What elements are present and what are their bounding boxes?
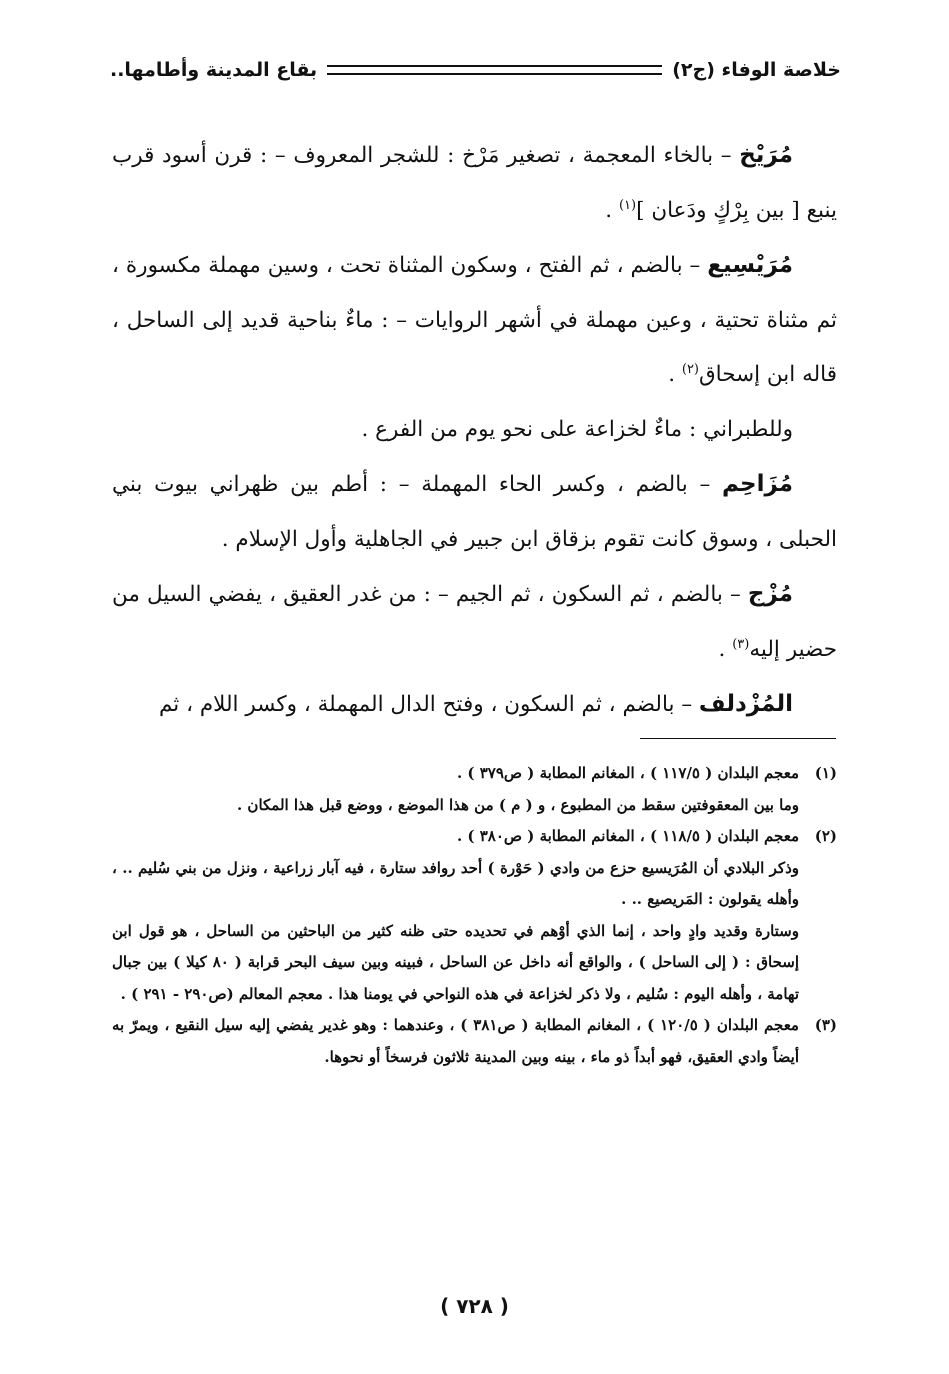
paragraph-text: – بالضم ، ثم السكون ، وفتح الدال المهملة ، وكسر اللام ، ثم [158,692,699,717]
footnotes [112,758,837,1073]
header-book-title: خلاصة الوفاء (ج٢) [672,59,841,81]
entry-term: مُزَاحِم [721,471,793,497]
header-section-title: بقاع المدينة وأطامها.. [110,59,318,81]
paragraph-text: – بالضم ، وكسر الحاء المهملة – : أطم بين ظهراني بيوت بني الحبلى ، وسوق كانت تقوم بزقاق ابن جبير في الجاهلية وأول الإسلام . [112,472,837,552]
paragraph-muzahim [112,457,837,567]
entry-term: مُرَيْسِيع [707,252,793,278]
footnote-separator [640,738,836,739]
footnote-marker: (١) [618,197,637,213]
entry-term: مُرَيْخ [739,142,793,168]
paragraph-mureikh [112,128,837,238]
footnote-number: (٢) [814,827,837,845]
paragraph-text: – بالضم ، ثم الفتح ، وسكون المثناة تحت ، وسين مهملة مكسورة ، ثم مثناة تحتية ، وعين مهملة في أشهر الروايات – : ماءٌ بناحية قديد إلى الساحل ، قاله ابن إسحاق [112,253,837,387]
paragraph-end: . [668,362,682,387]
footnote-line: معجم البلدان ( ١١٧/٥ ) ، المغانم المطابة ( ص٣٧٩ ) . [456,764,799,782]
paragraph-text: – بالضم ، ثم السكون ، ثم الجيم – : من غدر العقيق ، يفضي السيل من حضير إليه [112,582,837,662]
footnote-2 [112,821,837,1010]
footnote-line: معجم البلدان ( ١١٨/٥ ) ، المغانم المطابة ( ص٣٨٠ ) . [456,827,799,845]
paragraph-muzdalif [112,677,837,733]
footnote-line: معجم البلدان ( ١٢٠/٥ ) ، المغانم المطابة ( ص٣٨١ ) ، وعندهما : وهو غدير يفضي إليه سيل النقيع ، ويمرّ به أيضاً وادي العقيق، فهو أبداً ذو ماء ، بينه وبين المدينة ثلاثون فرسخاً أو نحوها. [112,1016,799,1066]
footnote-marker: (٢) [681,361,699,377]
entry-term: مُزْج [747,581,793,607]
paragraph-end: . [718,636,733,662]
paragraph-end: . [605,197,619,223]
footnote-line: وستارة وقديد وادٍ واحد ، إنما الذي أوْهم في تحديده حتى ظنه كثير من الباحثين من الساحل ، هو قول ابن إسحاق : ( إلى الساحل ) ، والواقع أنه داخل عن الساحل ، فبينه وبين سيف البحر قرابة ( ٨٠ كيلا ) بين جبال تهامة ، وأهله اليوم : سُليم ، ولا ذكر لخزاعة في هذه النواحي في يومنا هذا . معجم المعالم (ص٢٩٠ - ٢٩١ ) . [112,921,800,1003]
paragraph-text: – بالخاء المعجمة ، تصغير مَرْخ : للشجر المعروف – : قرن أسود قرب ينبع [ بين بِرْكٍ ودَعان ] [112,143,837,223]
header-rule [327,65,662,75]
entry-term: المُزْدلف [698,691,793,717]
footnote-marker: (٣) [732,636,750,652]
footnote-line: وما بين المعقوفتين سقط من المطبوع ، و ( م ) من هذا الموضع ، ووضع قبل هذا المكان . [236,795,799,814]
footnote-3 [112,1010,837,1073]
paragraph-tabarani [112,403,837,458]
paragraph-muzj [112,567,837,677]
paragraph-mureisi [112,238,837,403]
paragraph-text: وللطبراني : ماءٌ لخزاعة على نحو يوم من الفرع . [361,416,793,442]
running-header [110,50,841,90]
page-number: ( ٧٢٨ ) [440,1294,509,1318]
footnote-number: (٣) [814,1016,837,1034]
main-text [112,128,837,733]
footnote-number: (١) [814,764,837,782]
footnote-1 [112,758,837,821]
footnote-line: وذكر البلادي أن المُرَيسيع حزع من وادي ( حَوْرة ) أحد روافد ستارة ، فيه آبار زراعية ، ونزل من بني سُليم .. ، وأهله يقولون : المَريصيع .. . [112,858,799,908]
